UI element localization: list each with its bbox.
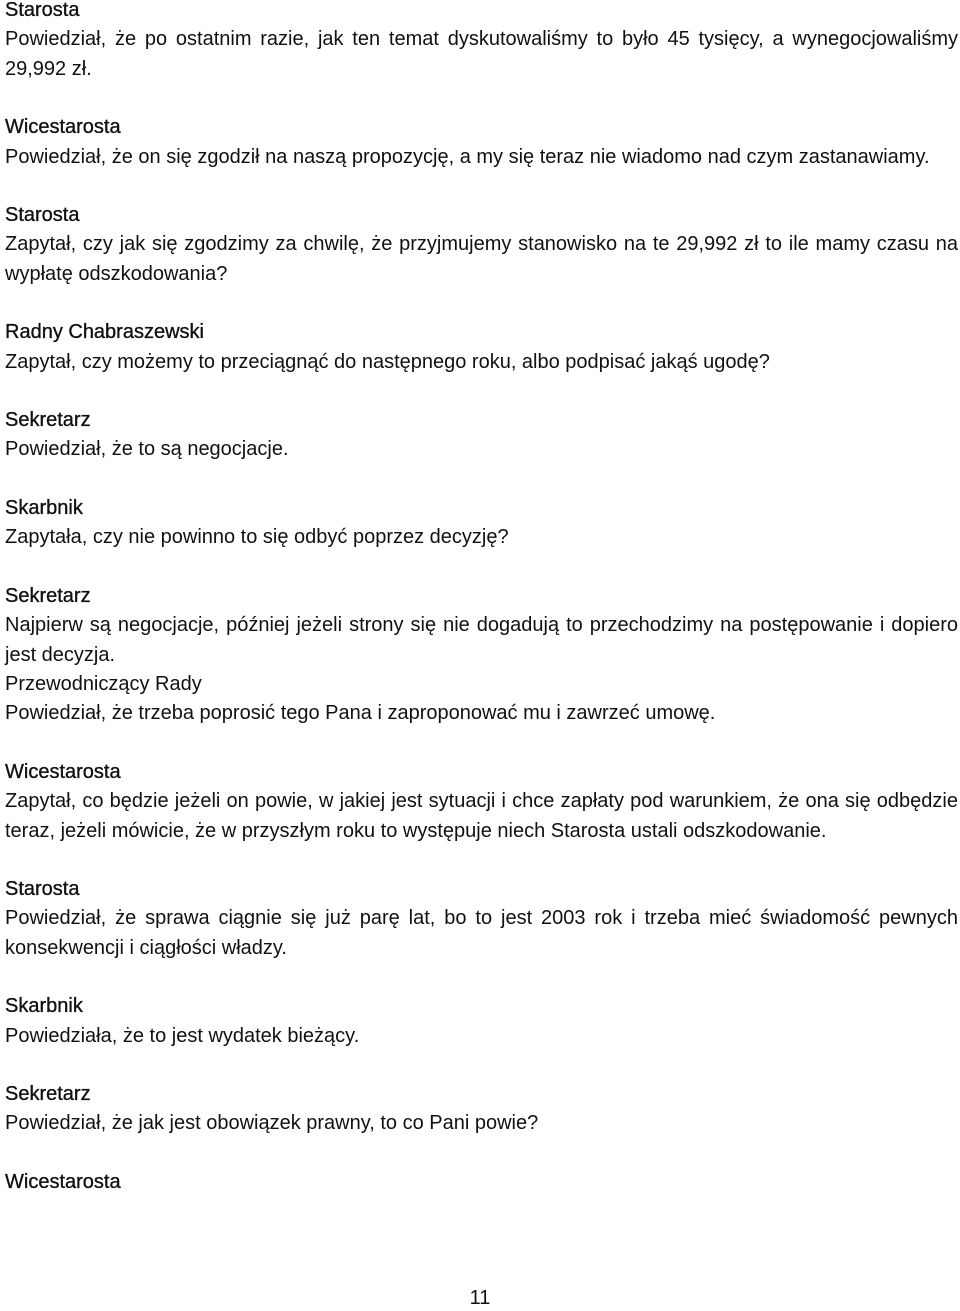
speaker-name: Starosta [5,204,80,227]
transcript-entry [5,0,958,84]
speaker-name: Przewodniczący Rady [5,672,202,695]
speaker-name: Sekretarz [5,584,91,607]
transcript-entry [5,875,958,963]
speaker-name: Starosta [5,877,80,900]
speaker-name: Sekretarz [5,409,91,432]
transcript-entry [5,113,958,172]
statement-text: Zapytał, czy jak się zgodzimy za chwilę, że przyjmujemy stanowisko na te 29,992 zł to ile mamy czasu na wypłatę odszkodowania? [5,233,958,285]
speaker-name: Skarbnik [5,496,83,519]
statement-text: Powiedziała, że to jest wydatek bieżący. [5,1024,360,1047]
transcript-entry [5,406,958,465]
statement-text: Powiedział, że jak jest obowiązek prawny, to co Pani powie? [5,1112,539,1135]
document-page [5,0,958,1197]
transcript-entry [5,201,958,289]
speaker-name: Wicestarosta [5,1170,121,1193]
statement-text: Powiedział, że on się zgodził na naszą propozycję, a my się teraz nie wiadomo nad czym zastanawiamy. [5,145,930,168]
statement-text: Powiedział, że po ostatnim razie, jak ten temat dyskutowaliśmy to było 45 tysięcy, a wynegocjowaliśmy 29,992 zł. [5,28,958,80]
transcript-entry [5,1080,958,1139]
transcript-entry [5,1168,958,1197]
speaker-name: Wicestarosta [5,760,121,783]
statement-text: Powiedział, że to są negocjacje. [5,438,289,461]
statement-text: Powiedział, że sprawa ciągnie się już parę lat, bo to jest 2003 rok i trzeba mieć świadomość pewnych konsekwencji i ciągłości władzy. [5,907,958,959]
transcript-entry [5,582,958,670]
speaker-name: Skarbnik [5,995,83,1018]
speaker-name: Starosta [5,0,80,21]
speaker-name: Sekretarz [5,1082,91,1105]
statement-text: Zapytał, czy możemy to przeciągnąć do następnego roku, albo podpisać jakąś ugodę? [5,350,770,373]
transcript-entry [5,494,958,553]
page-number: 11 [469,1287,491,1309]
statement-text: Zapytał, co będzie jeżeli on powie, w jakiej jest sytuacji i chce zapłaty pod warunkiem, że ona się odbędzie teraz, jeżeli mówicie, że w przyszłym roku to występuje niech Starosta ustali odszkodowanie. [5,790,958,842]
transcript-entry [5,318,958,377]
statement-text: Powiedział, że trzeba poprosić tego Pana i zaproponować mu i zawrzeć umowę. [5,702,716,725]
statement-text: Zapytała, czy nie powinno to się odbyć poprzez decyzję? [5,526,509,549]
transcript-entry [5,992,958,1051]
speaker-name: Wicestarosta [5,116,121,139]
transcript-entry [5,670,958,729]
speaker-name: Radny Chabraszewski [5,321,204,344]
statement-text: Najpierw są negocjacje, później jeżeli strony się nie dogadują to przechodzimy na postępowanie i dopiero jest decyzja. [5,614,958,666]
transcript-entry [5,758,958,846]
